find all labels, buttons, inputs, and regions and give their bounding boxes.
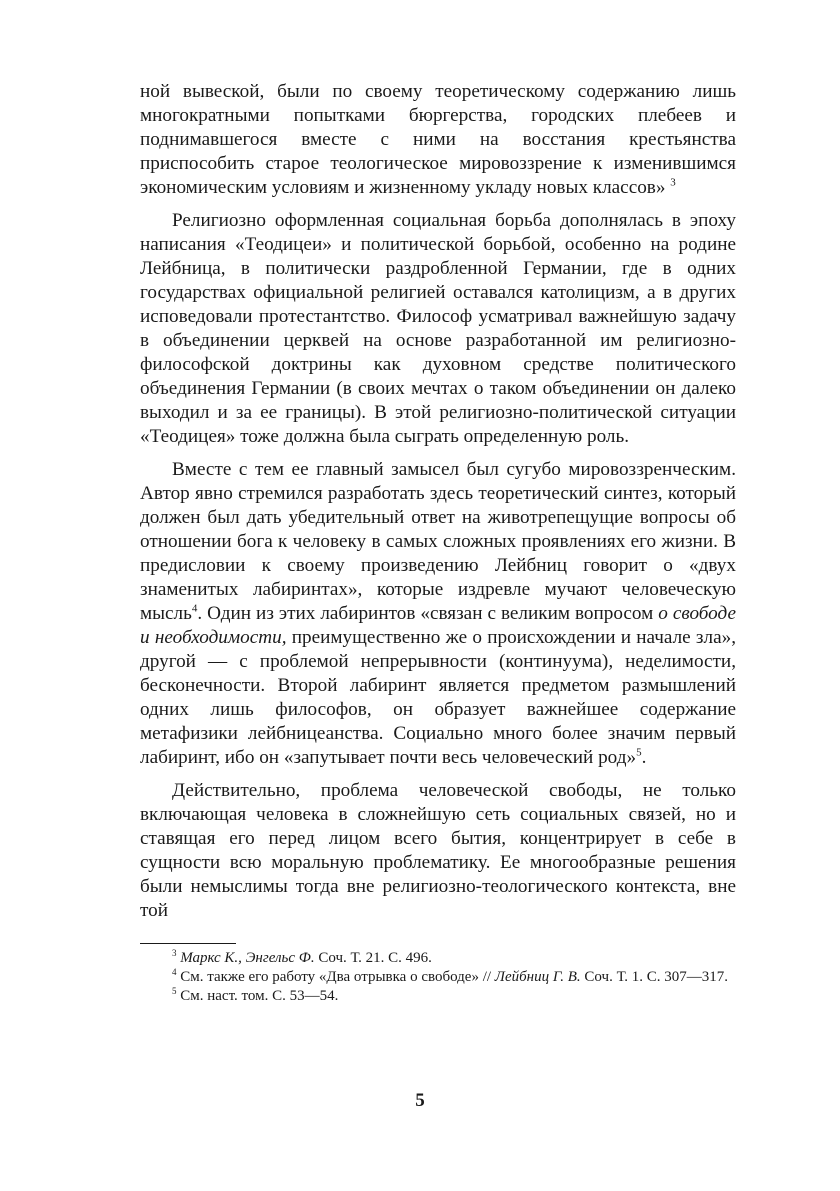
paragraph-3-italic: о свободе и необходимости, xyxy=(140,603,736,648)
paragraph-2: Религиозно оформленная социальная борьба дополнялась в эпоху написания «Теодицеи» и политической борьбой, особенно на родине Лейбница, в политически раздробленной Германии, где в одних государствах официальной религией оставался католицизм, а в других исповедовали протестантство. Философ усматривал важнейшую задачу в объединении церквей на основе разработанной им религиозно-философской доктрины как духовном средстве политического объединения Германии (в своих мечтах о таком объединении он далеко выходил и за ее границы). В этой религиозно-политической ситуации «Теодицея» тоже должна была сыграть определенную роль. xyxy=(140,210,736,447)
footnote-4-marker: 4 xyxy=(172,967,177,977)
paragraph-4: Действительно, проблема человеческой свободы, не только включающая человека в сложнейшую сеть социальных связей, но и ставящая его перед лицом всего бытия, концентрирует в себе в сущности всю моральную проблематику. Ее многообразные решения были немыслимы тогда вне религиозно-теологического контекста, вне той xyxy=(140,780,736,921)
paragraph-3-text-c: преимущественно же о происхождении и начале зла», другой — с проблемой непрерывности (континуума), неделимости, бесконечности. Второй лабиринт является предметом размышлений одних лишь философов, он образует важнейшее содержание метафизики лейбницеанства. Социально много более значим первый лабиринт, ибо он «запутывает почти весь человеческий род» xyxy=(140,627,736,768)
footnote-rule xyxy=(140,943,236,944)
paragraph-3-text-a: Вместе с тем ее главный замысел был сугубо мировоззренческим. Автор явно стремился разработать здесь теоретический синтез, который должен был дать убедительный ответ на животрепещущие вопросы об отношении бога к человеку в самых сложных проявлениях его жизни. В предисловии к своему произведению Лейбниц говорит о «двух знаменитых лабиринтах», которые издревле мучают человеческую мысль xyxy=(140,459,736,624)
footnote-ref-5: 5 xyxy=(636,746,642,759)
footnote-3-marker: 3 xyxy=(172,948,177,958)
footnote-4-author: Лейбниц Г. В. xyxy=(494,969,581,985)
footnote-5-text: См. наст. том. С. 53—54. xyxy=(176,988,339,1004)
footnote-5-marker: 5 xyxy=(172,986,177,996)
footnotes xyxy=(140,949,736,1006)
footnote-4-text: См. также его работу «Два отрывка о свободе» // xyxy=(176,969,495,985)
footnote-3-authors: Маркс К., Энгельс Ф. xyxy=(180,950,315,966)
footnote-3 xyxy=(140,949,736,968)
footnote-ref-3: 3 xyxy=(670,176,676,189)
page-body xyxy=(140,80,736,1006)
footnote-3-ref: Соч. Т. 21. С. 496. xyxy=(314,950,432,966)
page-number: 5 xyxy=(415,1090,425,1111)
footnote-4-ref: Соч. Т. 1. С. 307—317. xyxy=(580,969,728,985)
footnote-5 xyxy=(140,987,736,1006)
paragraph-3-text-d: . xyxy=(641,747,647,768)
paragraph-1 xyxy=(140,80,736,200)
footnote-4 xyxy=(140,968,736,987)
paragraph-1-text: ной вывеской, были по своему теоретическому содержанию лишь многократными попытками бюргерства, городских плебеев и поднимавшегося вместе с ними на восстания крестьянства приспособить старое теологическое мировоззрение к изменившимся экономическим условиям и жизненному укладу новых классов» xyxy=(140,81,736,198)
paragraph-3 xyxy=(140,458,736,770)
paragraph-3-text-b: . Один из этих лабиринтов «связан с великим вопросом xyxy=(197,603,659,624)
footnote-ref-4: 4 xyxy=(191,602,198,615)
